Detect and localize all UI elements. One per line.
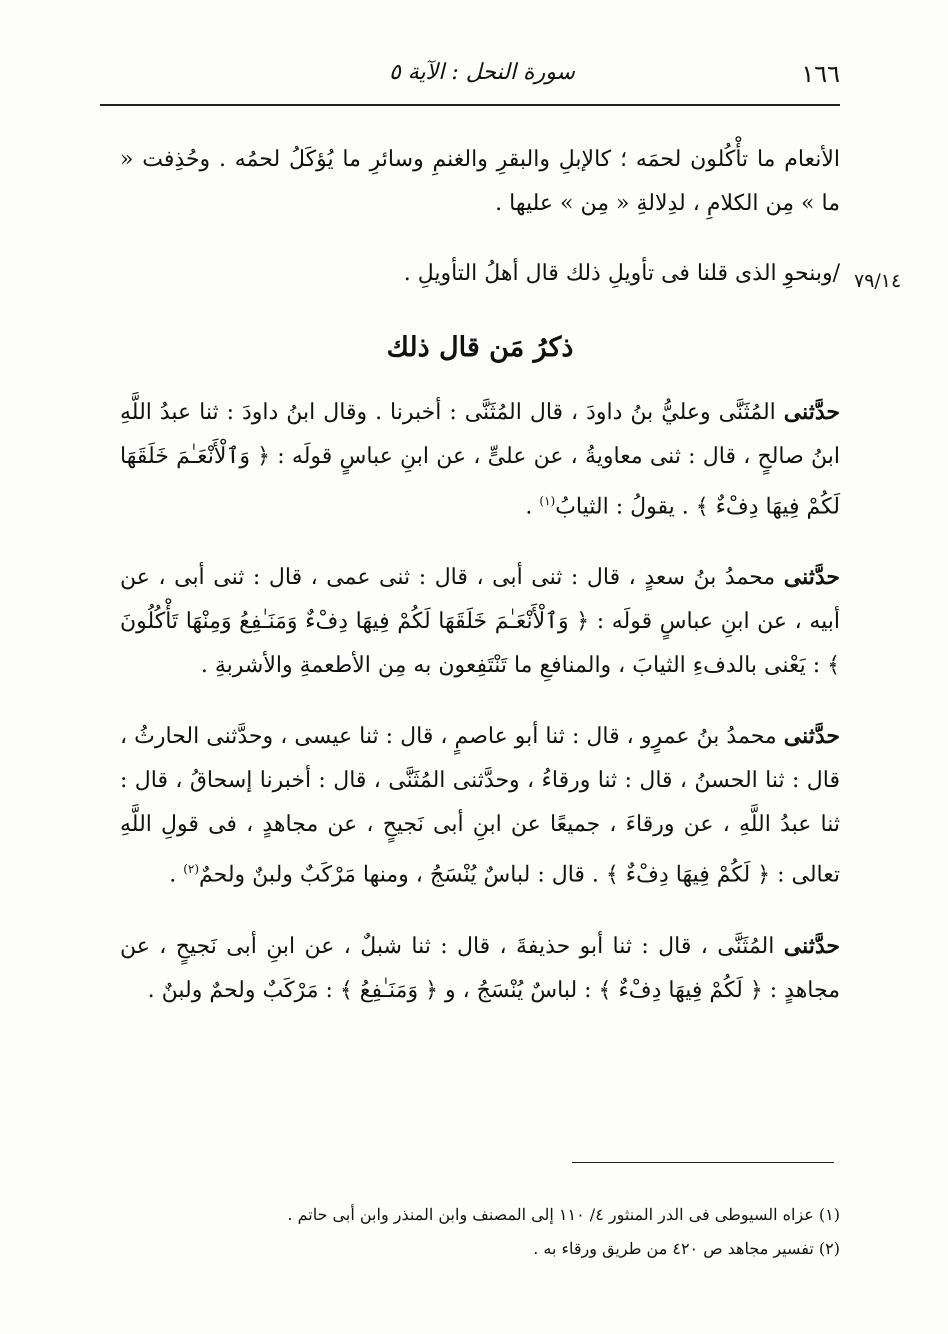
narration: [120, 555, 840, 688]
margin-reference: ٧٩/١٤: [854, 270, 902, 292]
narration-opening: حدَّثنى: [783, 564, 840, 591]
footnotes: [260, 1198, 840, 1266]
footnote-marker: (٢): [183, 862, 200, 877]
footnote-marker: (١): [539, 494, 556, 508]
page-number: ١٦٦: [801, 60, 840, 88]
footnote-rule: [572, 1162, 834, 1163]
narration-text: المُثَنَّى وعليُّ بنُ داودَ ، قال المُثَنَّى : أخبرنا . وقال ابنُ داودَ : ثنا عبدُ اللَّهِ ابنُ صالحٍ ، قال : ثنى معاويةُ ، عن علىٍّ ، عن ابنِ عباسٍ قولَه : ﴿ وَٱلْأَنْعَـٰمَ خَلَقَهَا لَكُمْ فِيهَا دِفْءٌ ﴾ . يقولُ : الثيابُ: [120, 400, 840, 520]
header-rule: [100, 104, 840, 106]
narration-opening: حدَّثنى: [783, 723, 840, 750]
main-text: [120, 138, 840, 1013]
section-heading: ذكرُ مَن قال ذلك: [386, 332, 574, 363]
narration-text: محمدُ بنُ سعدٍ ، قال : ثنى أبى ، قال : ثنى عمى ، قال : ثنى أبى ، عن أبيه ، عن ابنِ عباسٍ قولَه : ﴿ وَٱلْأَنْعَـٰمَ خَلَقَهَا لَكُمْ فِيهَا دِفْءٌ وَمَنَـٰفِعُ وَمِنْهَا تَأْكُلُونَ ﴾ : يَعْنى بالدفءِ الثيابَ ، والمنافعِ ما تَنْتَفِعون به مِن الأطعمةِ والأشربةِ .: [120, 565, 840, 679]
narration-opening: حدَّثنى: [783, 399, 840, 425]
narration-text: محمدُ بنُ عمرٍو ، قال : ثنا أبو عاصمٍ ، قال : ثنا عيسى ، وحدَّثنى الحارثُ ، قال : ثنا الحسنُ ، قال : ثنا ورقاءُ ، وحدَّثنى المُثَنَّى ، قال : أخبرنا إسحاقُ ، قال : ثنا عبدُ اللَّهِ ، عن ورقاءَ ، جميعًا عن ابنِ أبى نَجيحٍ ، عن مجاهدٍ ، فى قولِ اللَّهِ تعالى : ﴿ لَكُمْ فِيهَا دِفْءٌ ﴾ . قال : لباسٌ يُنْسَجُ ، ومنها مَرْكَبٌ ولبنٌ ولحمٌ: [120, 724, 840, 888]
narration: حدَّثنى محمدُ بنُ عمرٍو ، قال : ثنا أبو عاصمٍ ، قال : ثنا عيسى ، وحدَّثنى الحارثُ ، قال : ثنا الحسنُ ، قال : ثنا ورقاءُ ، وحدَّثنى المُثَنَّى ، قال : أخبرنا إسحاقُ ، قال : ثنا عبدُ اللَّهِ ، عن ورقاءَ ، جميعًا عن ابنِ أبى نَجيحٍ ، عن مجاهدٍ ، فى قولِ اللَّهِ تعالى : ﴿ لَكُمْ فِيهَا دِفْءٌ ﴾ . قال : لباسٌ يُنْسَجُ ، ومنها مَرْكَبٌ ولبنٌ ولحمٌ$^{(٢)}$ .: [120, 723, 840, 888]
narration-text: المُثَنَّى ، قال : ثنا أبو حذيفةَ ، قال : ثنا شبلٌ ، عن ابنِ أبى نَجيحٍ ، عن مجاهدٍ : ﴿ لَكُمْ فِيهَا دِفْءٌ ﴾ : لباسٌ يُنْسَجُ ، و ﴿ وَمَنَـٰفِعُ ﴾ : مَرْكَبٌ ولحمٌ ولبنٌ .: [120, 933, 840, 1003]
footnote-2: (٢) تفسير مجاهد ص ٤٢٠ من طريق ورقاء به .: [533, 1239, 840, 1258]
narration: حدَّثنى المُثَنَّى وعليُّ بنُ داودَ ، قال المُثَنَّى : أخبرنا . وقال ابنُ داودَ : ثنا عبدُ اللَّهِ ابنُ صالحٍ ، قال : ثنى معاويةُ ، عن علىٍّ ، عن ابنِ عباسٍ قولَه : ﴿ وَٱلْأَنْعَـٰمَ خَلَقَهَا لَكُمْ فِيهَا دِفْءٌ ﴾ . يقولُ : الثيابُ$^{(١)}$ .: [120, 399, 840, 520]
running-header: [100, 52, 840, 100]
footnote-1: (١) عزاه السيوطى فى الدر المنثور ٤/ ١١٠ إلى المصنف وابن المنذر وابن أبى حاتم .: [287, 1205, 840, 1224]
running-title: سورة النحل : الآية ٥: [388, 60, 575, 85]
narration-opening: حدَّثنى: [783, 932, 840, 959]
paragraph-intro: الأنعام ما تأْكُلون لحمَه ؛ كالإبلِ والبقرِ والغنمِ وسائرِ ما يُؤكَلُ لحمُه . وحُذِفت « ما » مِن الكلامِ ، لدِلالةِ « مِن » عليها .: [120, 147, 840, 216]
narration: [120, 924, 840, 1013]
paragraph-tawil: /وبنحوِ الذى قلنا فى تأويلِ ذلك قال أهلُ التأويلِ .: [403, 261, 840, 286]
